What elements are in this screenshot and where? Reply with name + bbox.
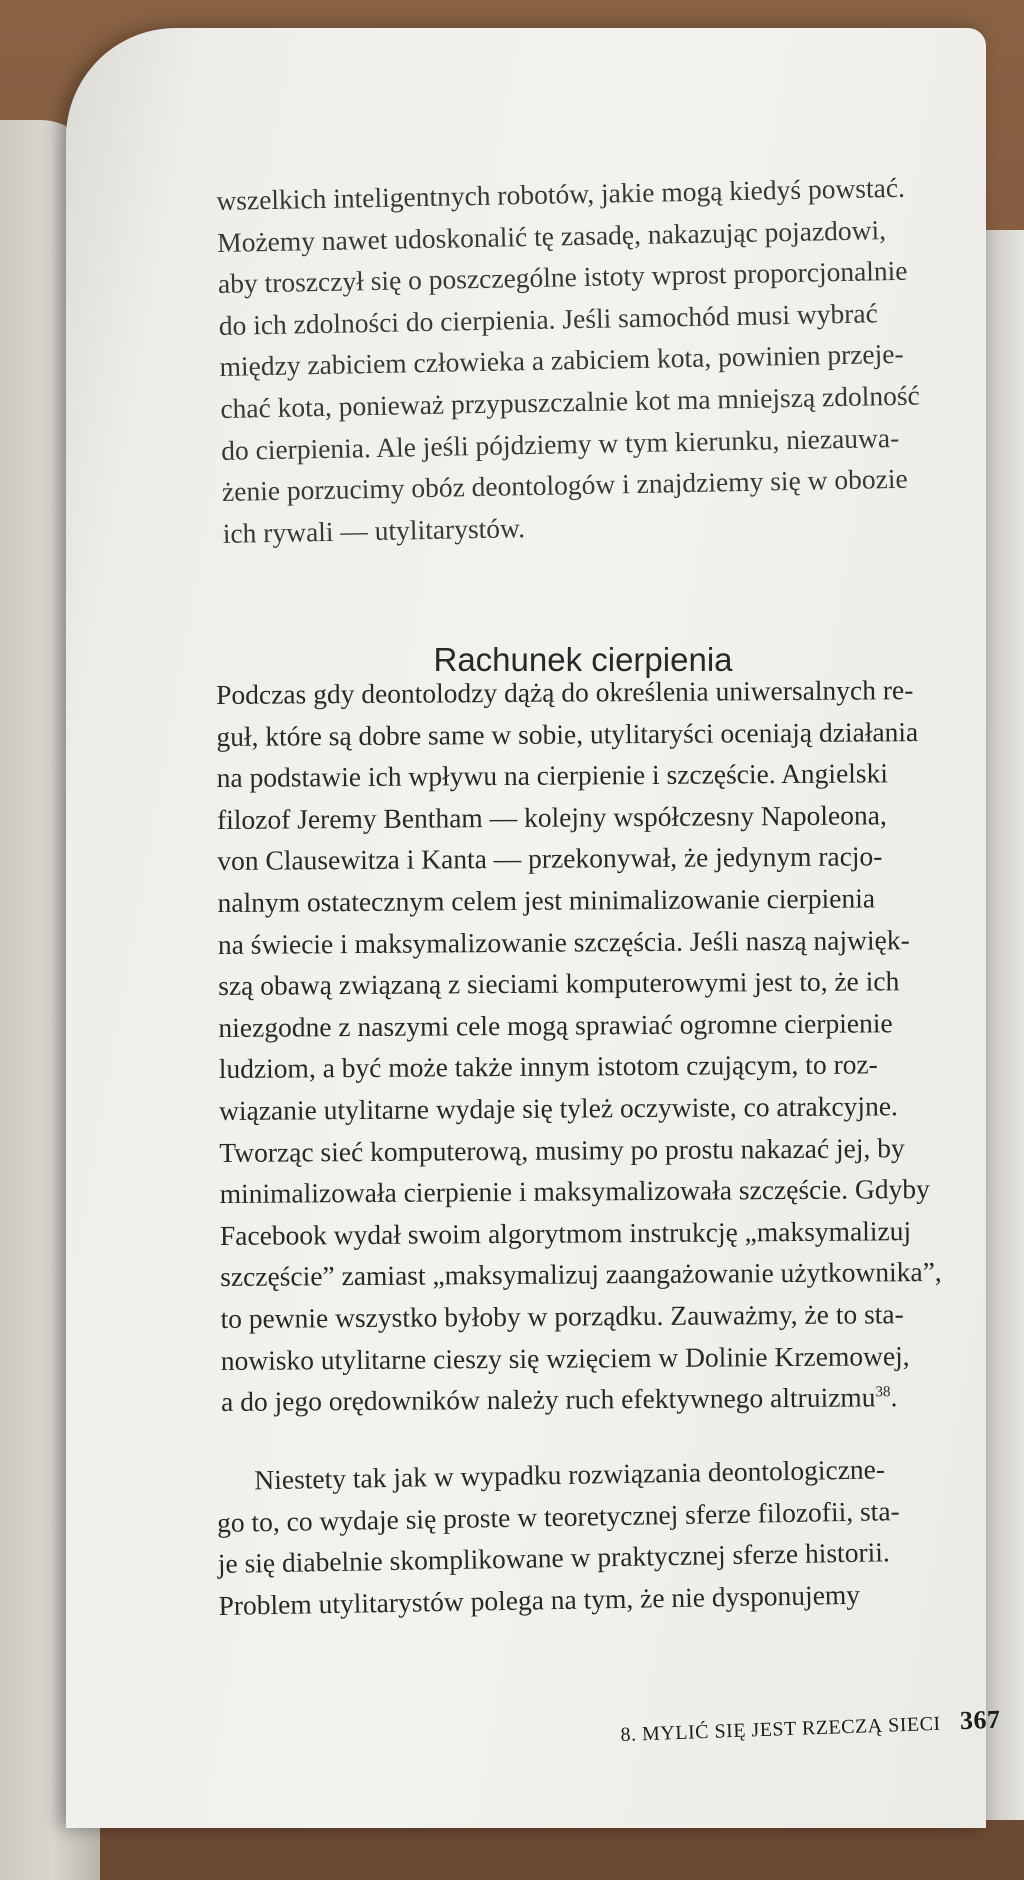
text-line: Tworząc sieć komputerową, musimy po prostu nakazać jej, by [219, 1131, 905, 1168]
text-line: filozof Jeremy Bentham — kolejny współczesny Napoleona, [216, 799, 887, 835]
text-line: żenie porzucimy obóz deontologów i znajdziemy się w obozie [221, 462, 908, 508]
text-line: minimalizowała cierpienie i maksymalizowała szczęście. Gdyby [219, 1173, 930, 1210]
text-line: Niestety tak jak w wypadku rozwiązania deontologiczne- [254, 1453, 886, 1496]
text-line: szczęście” zamiast „maksymalizuj zaangażowanie użytkownika”, [220, 1256, 942, 1293]
page-number: 367 [959, 1704, 1001, 1736]
text-line: na świecie i maksymalizowanie szczęścia. Jeśli naszą najwięk- [217, 923, 910, 960]
text-line: między zabiciem człowieka a zabiciem kota, powinien przeje- [219, 338, 904, 383]
chapter-title: 8. MYLIĆ SIĘ JEST RZECZĄ SIECI [620, 1712, 941, 1746]
text-line: ludziom, a być może także innym istotom czującym, to roz- [218, 1048, 878, 1085]
text-line: von Clausewitza i Kanta — przekonywał, że jedynym racjo- [217, 840, 883, 877]
text-line: do ich zdolności do cierpienia. Jeśli samochód musi wybrać [218, 297, 879, 341]
text-line: wiązanie utylitarne wydaje się tyleż oczywiste, co atrakcyjne. [218, 1090, 898, 1126]
text-line: a do jego orędowników należy ruch efektywnego altruizmu [220, 1381, 876, 1418]
text-line: niezgodne z naszymi cele mogą sprawiać ogromne cierpienie [218, 1007, 893, 1043]
text-line: Możemy nawet udoskonalić tę zasadę, nakazując pojazdowi, [216, 213, 887, 258]
text-line: ich rywali — utylitarystów. [222, 511, 526, 549]
section-heading: Rachunek cierpienia [433, 641, 733, 679]
text-line: szą obawą związaną z sieciami komputerowymi jest to, że ich [218, 965, 900, 1002]
text-line: guł, które są dobre same w sobie, utylitaryści oceniają działania [216, 715, 919, 752]
right-page-edge [984, 230, 1024, 1820]
text-line: Facebook wydał swoim algorytmom instrukcję „maksymalizuj [219, 1214, 912, 1251]
text-line: nowisko utylitarne cieszy się wzięciem w Dolinie Krzemowej, [220, 1339, 910, 1376]
text-line: na podstawie ich wpływu na cierpienie i szczęście. Angielski [216, 757, 889, 794]
book-page [66, 28, 986, 1828]
text-line: Podczas gdy deontolodzy dążą do określenia uniwersalnych re- [216, 674, 914, 710]
text-line: to pewnie wszystko byłoby w porządku. Zauważmy, że to sta- [220, 1298, 904, 1334]
text-line: aby troszczył się o poszczególne istoty wprost proporcjonalnie [217, 254, 908, 300]
text-line: je się diabelnie skomplikowane w praktycznej sferze historii. [217, 1536, 890, 1580]
text-line: wszelkich inteligentnych robotów, jakie mogą kiedyś powstać. [216, 171, 906, 216]
text-line: do cierpienia. Ale jeśli pójdziemy w tym kierunku, niezauwa- [220, 421, 900, 466]
main-paragraph [216, 669, 955, 1423]
footnote-marker: 38 [875, 1384, 891, 1401]
text-line: go to, co wydaje się proste w teoretycznej sferze filozofii, sta- [216, 1494, 900, 1538]
text-line: chać kota, ponieważ przypuszczalnie kot ma mniejszą zdolność [220, 379, 920, 424]
top-paragraph [216, 166, 957, 554]
text-line: Problem utylitarystów polega na tym, że nie dysponujemy [218, 1578, 861, 1621]
last-paragraph [216, 1447, 953, 1626]
text-line-with-footnote [221, 1376, 955, 1423]
sentence-end: . [890, 1381, 898, 1413]
text-line: nalnym ostatecznym celem jest minimalizowanie cierpienia [217, 882, 876, 918]
